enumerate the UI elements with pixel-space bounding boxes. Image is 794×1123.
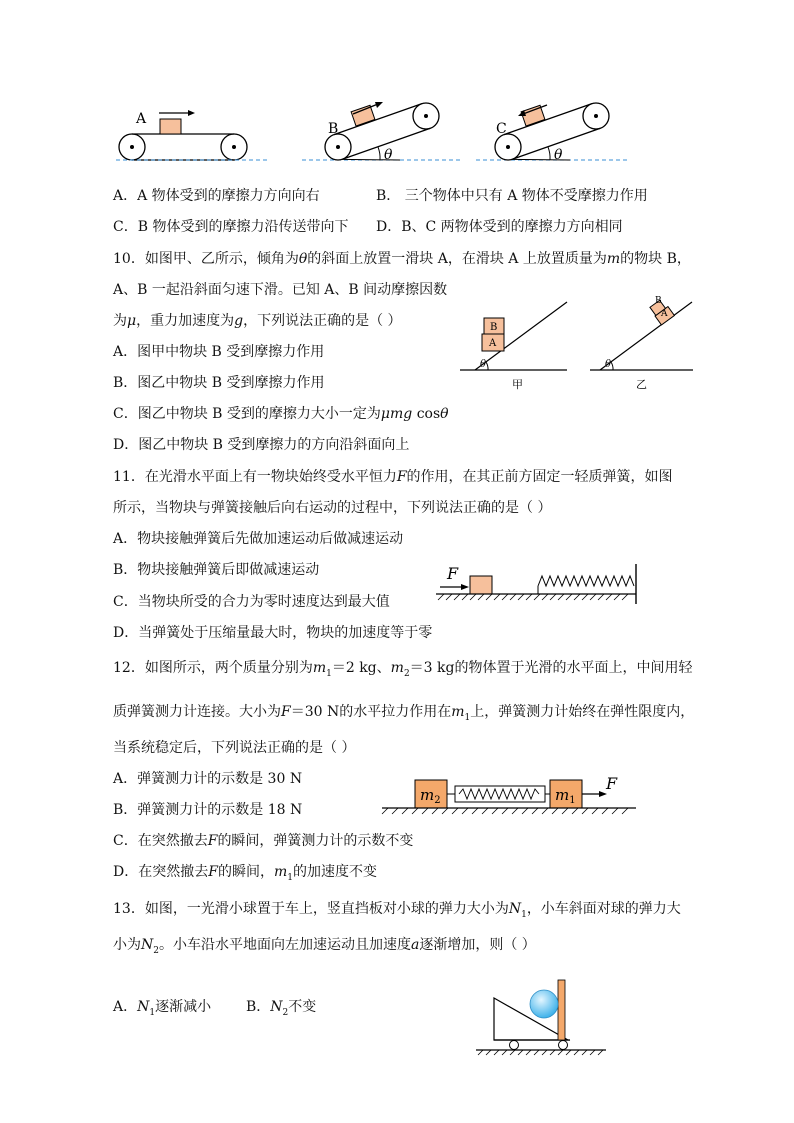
svg-text:B: B xyxy=(490,322,498,333)
vertical-baffle xyxy=(558,980,565,1040)
spring-scale-figure xyxy=(378,774,640,818)
q9-option-d: D．B、C 两物体受到的摩擦力方向相同 xyxy=(376,219,623,235)
incline-figure xyxy=(455,296,700,392)
q11-stem-line2: 所示，当物块与弹簧接触后向右运动的过程中，下列说法正确的是（ ） xyxy=(113,500,552,516)
block-b xyxy=(351,105,375,126)
q11-option-c: C．当物块所受的合力为零时速度达到最大值 xyxy=(113,594,390,610)
label-c: C xyxy=(496,121,507,137)
label-b: B xyxy=(328,121,339,137)
force-label-f: F xyxy=(447,564,459,583)
label-jia: 甲 xyxy=(512,378,523,391)
q9-option-a: A．A 物体受到的摩擦力方向向右 xyxy=(113,188,320,204)
block xyxy=(470,576,492,594)
q13-stem-line1: 13．如图，一光滑小球置于车上，竖直挡板对小球的弹力大小为$N_1$，小车斜面对球的弹力大 xyxy=(113,901,681,920)
q13-option-b: B．$N_2$不变 xyxy=(246,999,317,1018)
svg-text:θ: θ xyxy=(605,359,612,370)
svg-text:m2: $m_2$ xyxy=(420,786,441,806)
conveyor-figure xyxy=(110,100,640,180)
q12-option-a: A．弹簧测力计的示数是 30 N xyxy=(113,771,303,787)
spring-block-figure xyxy=(432,562,642,608)
q10-stem-line2: A、B 一起沿斜面匀速下滑。已知 A、B 间动摩擦因数 xyxy=(113,282,448,298)
svg-text:θ: θ xyxy=(554,147,563,163)
q13-stem-line2: 小为$N_2$。小车沿水平地面向左加速运动且加速度a逐渐增加，则（ ） xyxy=(113,937,536,956)
cart-ball-figure xyxy=(472,976,610,1056)
incline-jia xyxy=(460,302,567,391)
svg-text:θ: θ xyxy=(480,359,487,370)
svg-text:A: A xyxy=(661,309,668,319)
q12-stem-line2: 质弹簧测力计连接。大小为F＝30 N的水平拉力作用在$m_1$上，弹簧测力计始终在弹性限度内， xyxy=(113,704,695,723)
q10-option-b: B．图乙中物块 B 受到摩擦力作用 xyxy=(113,375,325,391)
q12-option-d: D．在突然撤去F的瞬间，$m_1$的加速度不变 xyxy=(113,864,377,883)
q10-option-a: A．图甲中物块 B 受到摩擦力作用 xyxy=(113,344,325,360)
q10-stem-line3: 为μ，重力加速度为g，下列说法正确的是（ ） xyxy=(113,313,402,329)
label-yi: 乙 xyxy=(636,378,647,391)
svg-text:A: A xyxy=(489,338,497,349)
q10-option-c: C．图乙中物块 B 受到的摩擦力大小一定为μmg cosθ xyxy=(113,406,449,422)
svg-text:B: B xyxy=(655,296,662,306)
cart-wheel-left xyxy=(510,1041,519,1050)
q11-option-d: D．当弹簧处于压缩量最大时，物块的加速度等于零 xyxy=(113,625,433,641)
q10-option-d: D．图乙中物块 B 受到摩擦力的方向沿斜面向上 xyxy=(113,437,410,453)
block-a xyxy=(160,119,181,134)
q11-option-b: B．物块接触弹簧后即做减速运动 xyxy=(113,562,320,578)
spring-scale-body xyxy=(455,786,545,802)
q9-option-c: C．B 物体受到的摩擦力沿传送带向下 xyxy=(113,219,349,235)
q12-option-b: B．弹簧测力计的示数是 18 N xyxy=(113,802,303,818)
conveyor-inclined-b xyxy=(302,102,462,163)
q9-option-b: B． 三个物体中只有 A 物体不受摩擦力作用 xyxy=(376,188,648,204)
ball xyxy=(530,990,558,1018)
q12-option-c: C．在突然撤去F的瞬间，弹簧测力计的示数不变 xyxy=(113,833,414,849)
q11-option-a: A．物块接触弹簧后先做加速运动后做减速运动 xyxy=(113,531,404,547)
svg-text:m1: $m_1$ xyxy=(555,786,576,806)
conveyor-inclined-c xyxy=(476,103,630,163)
cart-wheel-right xyxy=(559,1041,568,1050)
force-label-f: F xyxy=(606,774,618,793)
incline-yi xyxy=(590,296,693,391)
label-a: A xyxy=(136,111,147,127)
q12-stem-line3: 当系统稳定后，下列说法正确的是（ ） xyxy=(113,740,356,756)
q13-option-a: A．$N_1$逐渐减小 xyxy=(113,999,212,1018)
svg-text:θ: θ xyxy=(384,147,393,163)
conveyor-horizontal xyxy=(116,110,270,160)
q10-stem-line1: 10．如图甲、乙所示，倾角为θ的斜面上放置一滑块 A，在滑块 A 上放置质量为m的物块 B， xyxy=(113,251,691,267)
spring xyxy=(538,576,634,586)
q12-stem-line1: 12．如图所示，两个质量分别为$m_1=2$ kg、$m_2=3$ kg的物体置于光滑的水平面上，中间用轻 xyxy=(113,660,693,679)
q11-stem-line1: 11．在光滑水平面上有一物块始终受水平恒力F的作用，在其正前方固定一轻质弹簧，如图 xyxy=(113,469,673,485)
